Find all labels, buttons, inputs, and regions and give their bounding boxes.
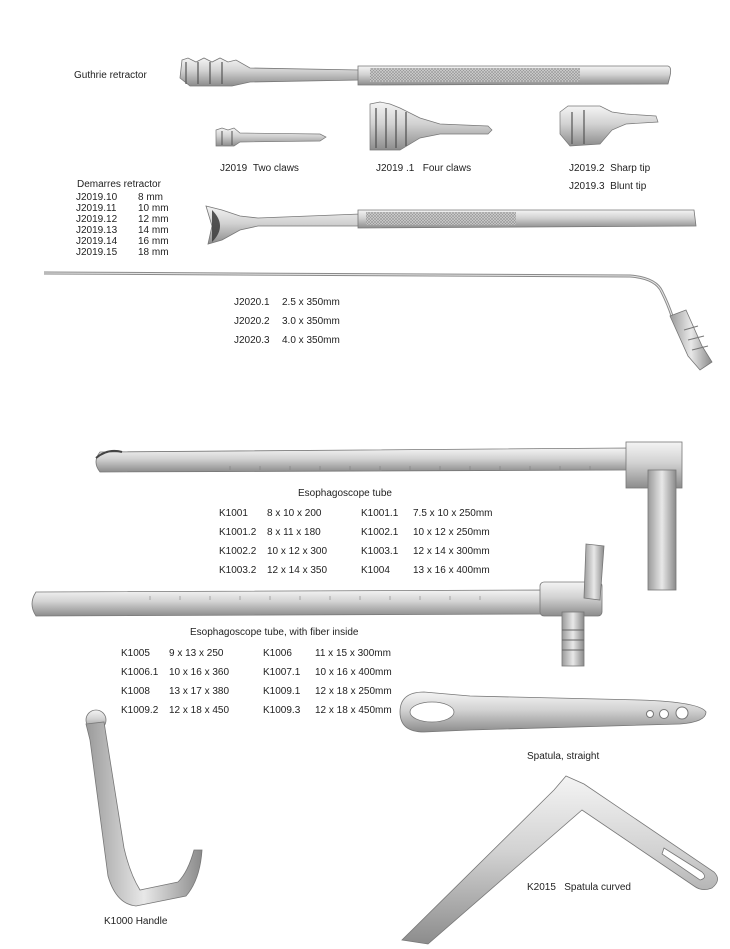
esophago-title: Esophagoscope tube <box>298 488 392 499</box>
variant-desc: Four claws <box>422 163 472 174</box>
cell-code: K1005 <box>121 648 150 659</box>
list-item <box>76 203 169 214</box>
item-size: 18 mm <box>138 247 169 258</box>
spatula-straight-title: Spatula, straight <box>527 751 600 762</box>
suction-tube-image <box>44 273 712 370</box>
table-row <box>121 701 392 720</box>
guthrie-retractor-image <box>180 58 671 86</box>
spatula-curved-image <box>402 776 718 944</box>
list-item <box>76 236 169 247</box>
cell-size: 8 x 10 x 200 <box>267 508 322 519</box>
cell-code: K1009.3 <box>263 705 301 716</box>
list-item <box>76 247 169 258</box>
handle-title: K1000 Handle <box>104 916 168 927</box>
item-code: J2019.15 <box>76 247 118 258</box>
cell-code: K1002.1 <box>361 527 399 538</box>
cell-size: 13 x 16 x 400mm <box>413 565 490 576</box>
esophago-fiber-table <box>121 644 392 720</box>
item-code: J2020.2 <box>234 316 270 327</box>
cell-code: K1006.1 <box>121 667 159 678</box>
cell-size: 9 x 13 x 250 <box>169 648 224 659</box>
guthrie-variant-four-claws <box>376 163 471 174</box>
handle-image <box>86 710 202 906</box>
cell-code: K1003.2 <box>219 565 257 576</box>
list-item <box>234 335 340 354</box>
spatula-curved-code: K2015 <box>527 882 556 893</box>
cell-size: 10 x 12 x 250mm <box>413 527 490 538</box>
table-row <box>219 523 492 542</box>
cell-size: 8 x 11 x 180 <box>267 527 321 538</box>
item-size: 14 mm <box>138 225 169 236</box>
item-code: J2020.1 <box>234 297 270 308</box>
item-code: J2019.12 <box>76 214 118 225</box>
item-size: 8 mm <box>138 192 163 203</box>
table-row <box>219 542 492 561</box>
list-item <box>76 192 169 203</box>
cell-code: K1003.1 <box>361 546 399 557</box>
variant-desc: Blunt tip <box>610 181 647 192</box>
cell-code: K1009.1 <box>263 686 301 697</box>
guthrie-variant-sharp-tip <box>569 163 650 174</box>
cell-size: 13 x 17 x 380 <box>169 686 230 697</box>
item-code: J2019.10 <box>76 192 118 203</box>
item-code: J2019.11 <box>76 203 117 214</box>
item-code: J2019.13 <box>76 225 118 236</box>
cell-code: K1002.2 <box>219 546 257 557</box>
variant-code: J2019 .1 <box>376 163 415 174</box>
variant-desc: Sharp tip <box>610 163 651 174</box>
item-size: 10 mm <box>138 203 169 214</box>
variant-code: J2019.3 <box>569 181 605 192</box>
esophago-fiber-title: Esophagoscope tube, with fiber inside <box>190 627 359 638</box>
four-claws-image <box>370 102 492 150</box>
cell-size: 10 x 12 x 300 <box>267 546 328 557</box>
cell-code: K1008 <box>121 686 150 697</box>
table-row <box>121 682 392 701</box>
item-size: 4.0 x 350mm <box>282 335 340 346</box>
cell-code: K1001.1 <box>361 508 399 519</box>
cell-size: 10 x 16 x 360 <box>169 667 230 678</box>
item-size: 2.5 x 350mm <box>282 297 340 308</box>
item-code: J2019.14 <box>76 236 118 247</box>
variant-desc: Two claws <box>252 163 299 174</box>
demarres-retractor-image <box>206 206 696 244</box>
cell-size: 12 x 14 x 300mm <box>413 546 490 557</box>
two-claws-image <box>216 128 326 146</box>
spatula-straight-image <box>400 692 706 732</box>
cell-size: 11 x 15 x 300mm <box>315 648 391 659</box>
cell-code: K1009.2 <box>121 705 159 716</box>
item-code: J2020.3 <box>234 335 270 346</box>
cell-size: 7.5 x 10 x 250mm <box>413 508 493 519</box>
list-item <box>76 214 169 225</box>
table-row <box>219 504 492 523</box>
list-item <box>76 225 169 236</box>
esophago-table <box>219 504 492 580</box>
variant-code: J2019 <box>220 163 248 174</box>
spatula-curved-label <box>527 882 631 893</box>
guthrie-variant-two-claws <box>220 163 299 174</box>
spatula-curved-title: Spatula curved <box>564 882 631 893</box>
cell-code: K1001.2 <box>219 527 257 538</box>
list-item <box>234 316 340 335</box>
item-size: 3.0 x 350mm <box>282 316 340 327</box>
cell-size: 10 x 16 x 400mm <box>315 667 392 678</box>
table-row <box>121 663 392 682</box>
table-row <box>219 561 492 580</box>
demarres-list <box>76 192 169 258</box>
cell-code: K1001 <box>219 508 248 519</box>
suction-list <box>234 297 340 354</box>
guthrie-title: Guthrie retractor <box>74 70 147 81</box>
variant-code: J2019.2 <box>569 163 605 174</box>
item-size: 12 mm <box>138 214 169 225</box>
cell-code: K1007.1 <box>263 667 301 678</box>
table-row <box>121 644 392 663</box>
cell-code: K1004 <box>361 565 390 576</box>
cell-size: 12 x 14 x 350 <box>267 565 328 576</box>
item-size: 16 mm <box>138 236 169 247</box>
cell-code: K1006 <box>263 648 292 659</box>
sharp-tip-image <box>560 106 658 146</box>
demarres-title: Demarres retractor <box>77 179 161 190</box>
cell-size: 12 x 18 x 450 <box>169 705 230 716</box>
guthrie-variant-blunt-tip <box>569 181 646 192</box>
cell-size: 12 x 18 x 250mm <box>315 686 392 697</box>
cell-size: 12 x 18 x 450mm <box>315 705 392 716</box>
list-item <box>234 297 340 316</box>
